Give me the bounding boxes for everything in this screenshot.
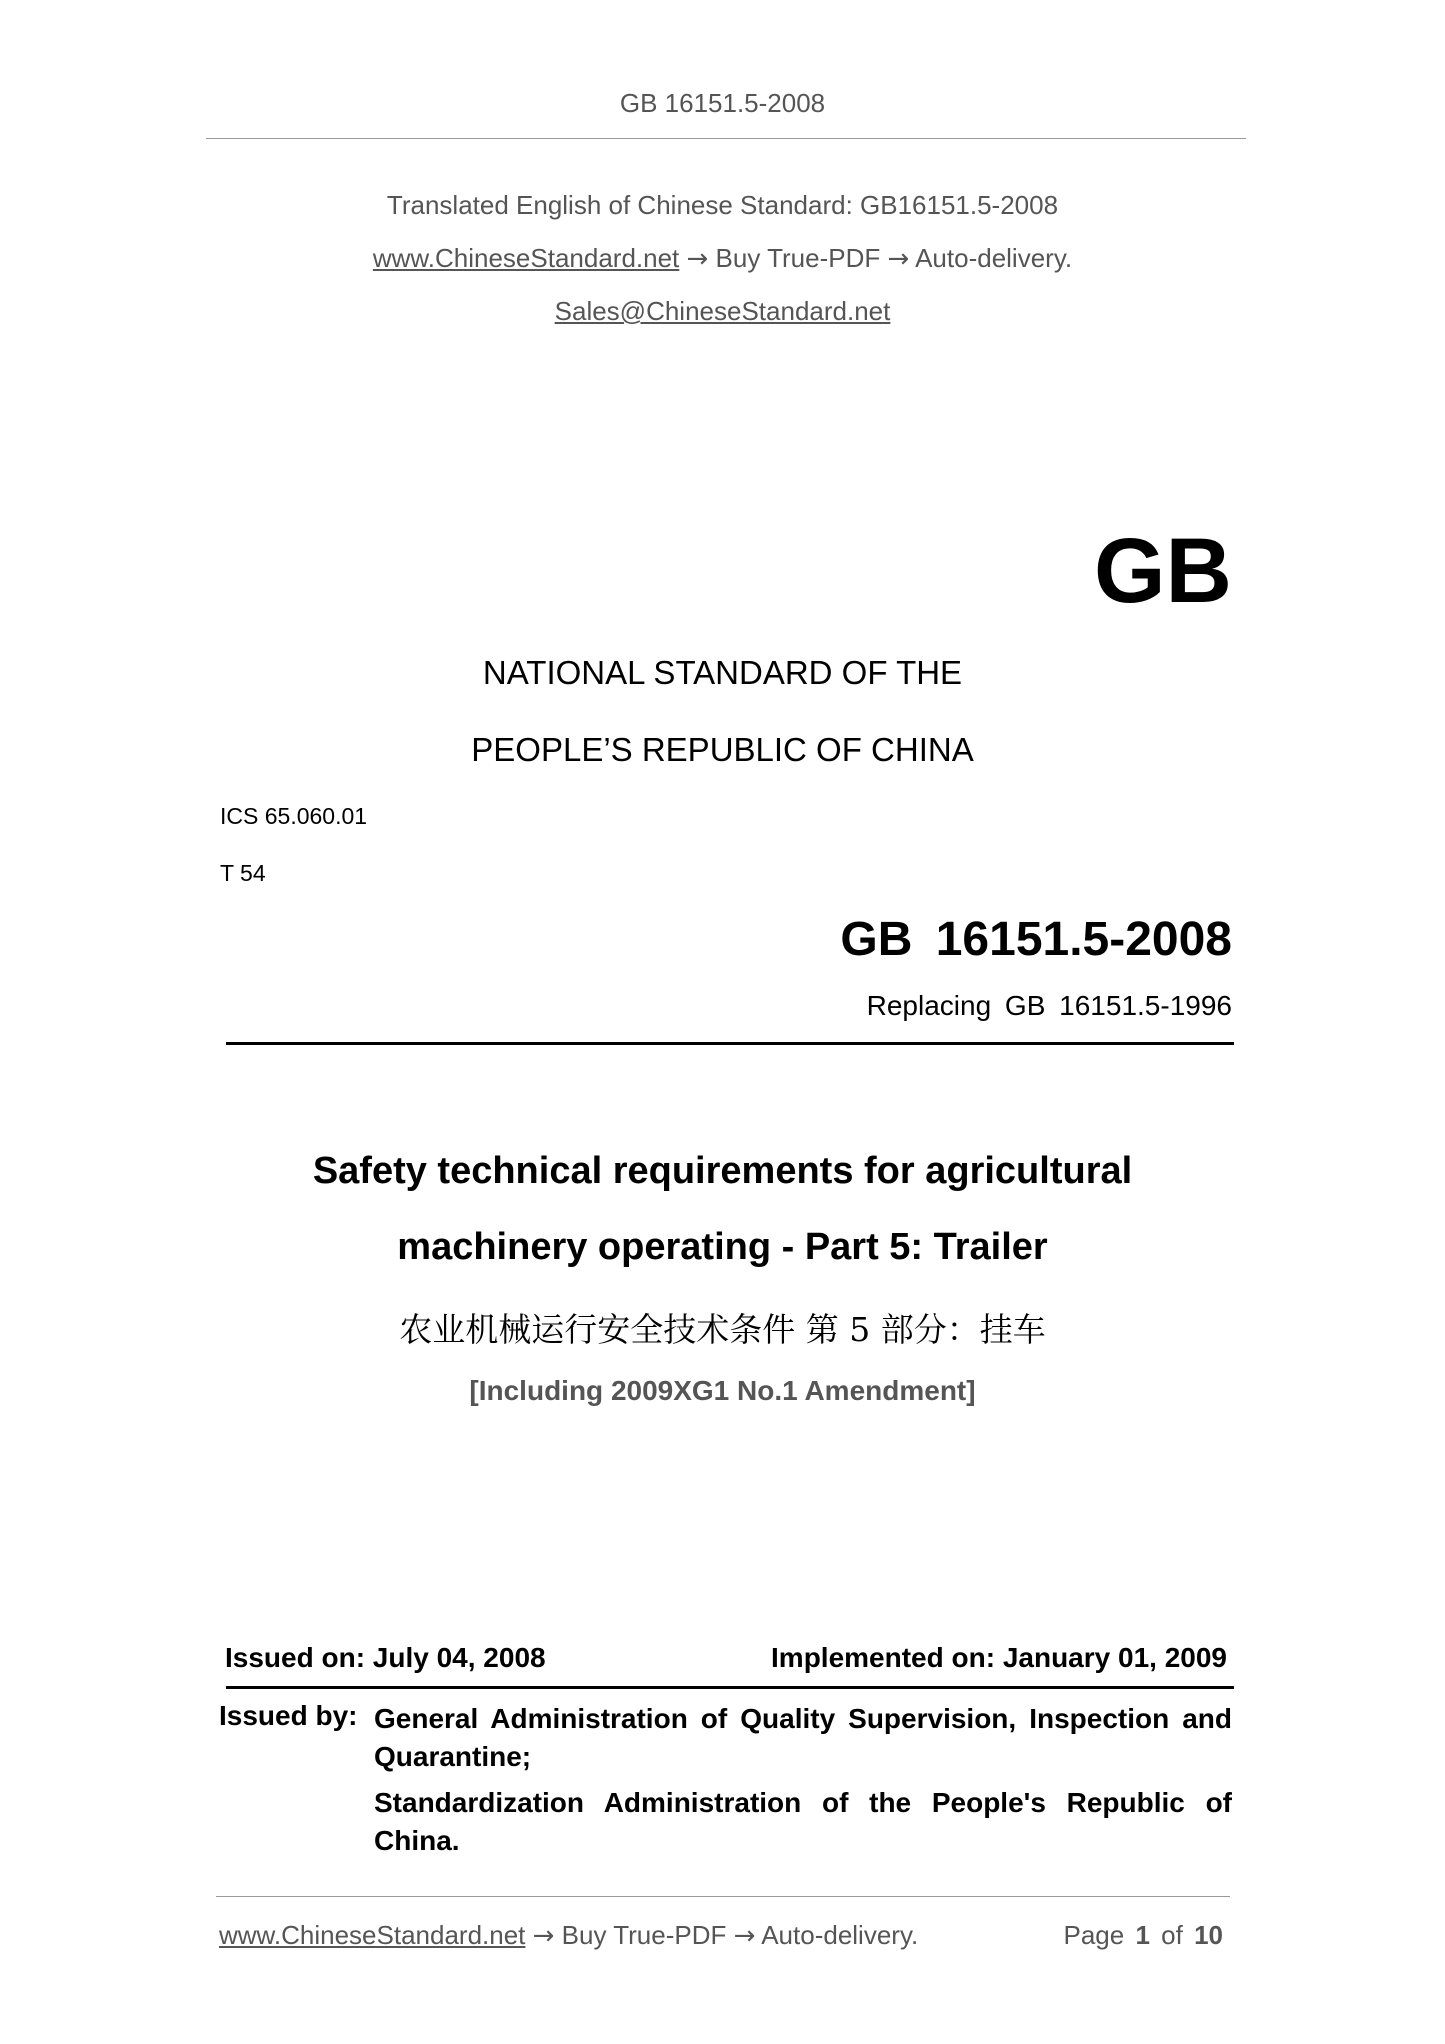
arrow-right-icon: →	[686, 244, 709, 274]
ics-code: ICS 65.060.01	[220, 803, 368, 829]
footer-divider	[216, 1896, 1230, 1897]
arrow-right-icon: →	[887, 244, 910, 274]
national-standard-line2: PEOPLE’S REPUBLIC OF CHINA	[471, 731, 974, 768]
issued-by-org2-line2: China.	[374, 1825, 460, 1856]
page-total: 10	[1194, 1920, 1223, 1950]
arrow-right-icon: →	[532, 1921, 555, 1951]
of-label: of	[1161, 1920, 1183, 1950]
national-standard-line1: NATIONAL STANDARD OF THE	[482, 654, 963, 691]
footer-left	[219, 1920, 918, 1951]
banner-line3	[0, 296, 1445, 327]
implemented-on: Implemented on: January 01, 2009	[771, 1642, 1227, 1673]
title-line2: machinery operating - Part 5: Trailer	[397, 1226, 1048, 1268]
title-rule	[226, 1042, 1234, 1045]
page-label: Page	[1063, 1920, 1125, 1950]
amendment-note: [Including 2009XG1 No.1 Amendment]	[469, 1375, 976, 1406]
delivery-text: Auto-delivery.	[915, 243, 1073, 273]
issued-by-org2	[374, 1784, 1232, 1860]
email-link[interactable]: Sales@ChineseStandard.net	[554, 296, 891, 326]
footer-buy-text: Buy True-PDF	[561, 1920, 727, 1950]
site-link[interactable]: www.ChineseStandard.net	[372, 243, 680, 273]
issued-on: Issued on: July 04, 2008	[225, 1642, 546, 1673]
issued-by-org1	[374, 1700, 1232, 1776]
page-indicator	[1063, 1920, 1223, 1951]
issued-by-org1-line2: Quarantine;	[374, 1741, 532, 1772]
title-chinese: 农业机械运行安全技术条件 第 5 部分：挂车	[399, 1310, 1046, 1349]
banner-line2	[0, 243, 1445, 274]
footer-delivery-text: Auto-delivery.	[761, 1920, 919, 1950]
footer-site-link[interactable]: www.ChineseStandard.net	[219, 1920, 526, 1950]
gb-mark: GB	[1094, 520, 1232, 622]
title-line1: Safety technical requirements for agricultural	[312, 1150, 1133, 1192]
arrow-right-icon: →	[733, 1921, 756, 1951]
header-divider	[206, 138, 1246, 139]
issued-by-org1-line1: General Administration of Quality Supervision, Inspection and	[374, 1703, 1232, 1734]
standard-number: GB 16151.5-2008	[840, 913, 1232, 966]
running-header: GB 16151.5-2008	[619, 88, 826, 118]
issue-rule	[226, 1686, 1234, 1689]
issued-by-org2-line1: Standardization Administration of the People's Republic of	[374, 1787, 1232, 1818]
banner-line1: Translated English of Chinese Standard: GB16151.5-2008	[386, 190, 1059, 220]
replacing-note: Replacing GB 16151.5-1996	[866, 990, 1232, 1021]
issued-by-label: Issued by:	[219, 1700, 358, 1731]
buy-text: Buy True-PDF	[715, 243, 881, 273]
page-number: 1	[1135, 1920, 1150, 1950]
class-code: T 54	[220, 860, 266, 886]
